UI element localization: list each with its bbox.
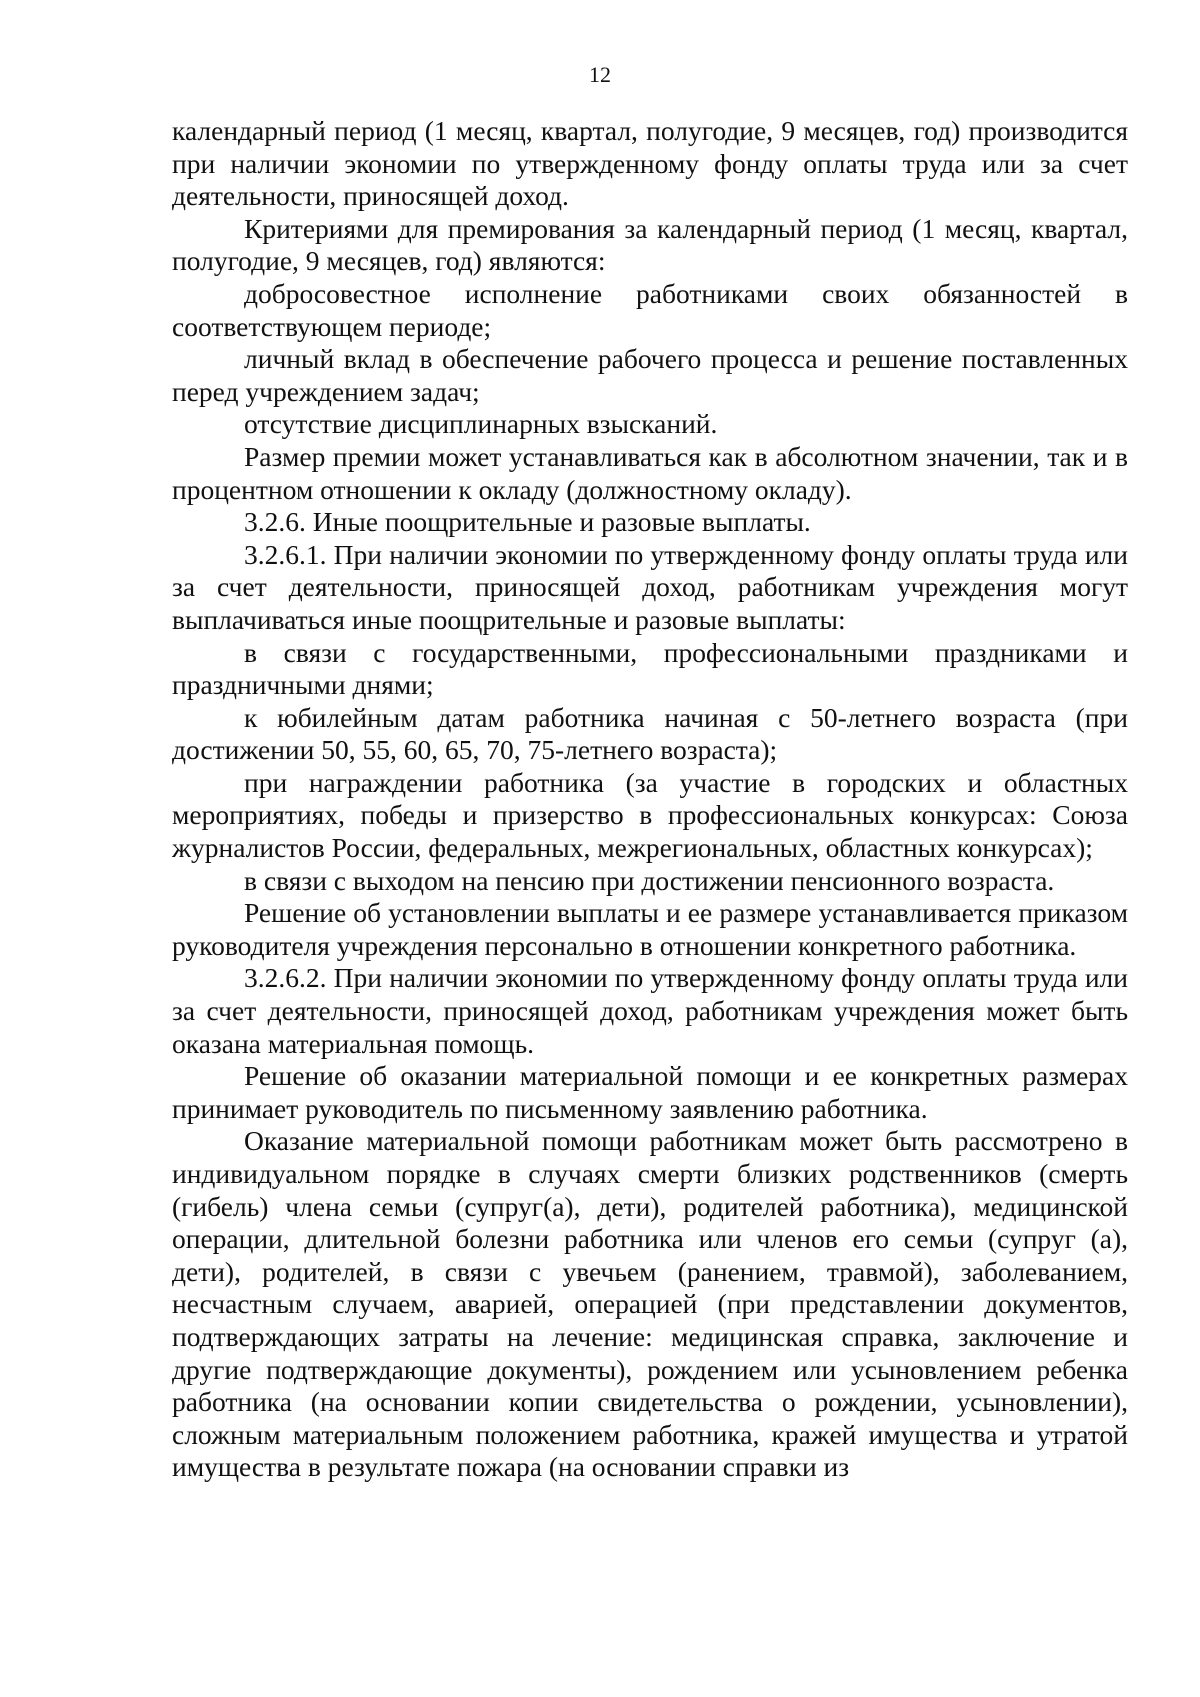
paragraph-6: Размер премии может устанавливаться как в абсолютном значении, так и в процентном отношении к окладу (должностному окладу). bbox=[172, 440, 1128, 505]
paragraph-3: добросовестное исполнение работниками своих обязанностей в соответствующем периоде; bbox=[172, 277, 1128, 342]
paragraph-1: календарный период (1 месяц, квартал, полугодие, 9 месяцев, год) производится при наличии экономии по утвержденному фонду оплаты труда или за счет деятельности, приносящей доход. bbox=[172, 115, 1128, 212]
paragraph-14: 3.2.6.2. При наличии экономии по утвержденному фонду оплаты труда или за счет деятельности, приносящей доход, работникам учреждения может быть оказана материальная помощь. bbox=[172, 962, 1128, 1059]
paragraph-5: отсутствие дисциплинарных взысканий. bbox=[244, 408, 718, 440]
paragraph-13: Решение об установлении выплаты и ее размере устанавливается приказом руководителя учреждения персонально в отношении конкретного работника. bbox=[172, 897, 1128, 961]
paragraph-15: Решение об оказании материальной помощи и ее конкретных размерах принимает руководитель по письменному заявлению работника. bbox=[172, 1060, 1128, 1124]
paragraph-2: Критериями для премирования за календарный период (1 месяц, квартал, полугодие, 9 месяцев, год) являются: bbox=[172, 212, 1128, 277]
page-number: 12 bbox=[589, 62, 611, 87]
paragraph-9: в связи с государственными, профессиональными праздниками и праздничными днями; bbox=[172, 636, 1128, 701]
paragraph-10: к юбилейным датам работника начиная с 50-летнего возраста (при достижении 50, 55, 60, 65, 70, 75-летнего возраста); bbox=[172, 701, 1128, 766]
document-body bbox=[172, 115, 1128, 1484]
paragraph-8: 3.2.6.1. При наличии экономии по утвержденному фонду оплаты труда или за счет деятельности, приносящей доход, работникам учреждения могут выплачиваться иные поощрительные и разовые выплаты: bbox=[172, 538, 1128, 635]
paragraph-7: 3.2.6. Иные поощрительные и разовые выплаты. bbox=[244, 506, 811, 538]
paragraph-11: при награждении работника (за участие в городских и областных мероприятиях, победы и призерство в профессиональных конкурсах: Союза журналистов России, федеральных, межрегиональных, областных конкурсах); bbox=[172, 766, 1128, 864]
paragraph-12: в связи с выходом на пенсию при достижении пенсионного возраста. bbox=[244, 864, 1055, 896]
paragraph-16: Оказание материальной помощи работникам может быть рассмотрено в индивидуальном порядке в случаях смерти близких родственников (смерть (гибель) члена семьи (супруг(а), дети), родителей работника), медицинской операции, длительной болезни работника или членов его семьи (супруг (а), дети), родителей, в связи с увечьем (ранением, травмой), заболеванием, несчастным случаем, аварией, операцией (при представлении документов, подтверждающих затраты на лечение: медицинская справка, заключение и другие подтверждающие документы), рождением или усыновлением ребенка работника (на основании копии свидетельства о рождении, усыновлении), сложным материальным положением работника, кражей имущества и утратой имущества в результате пожара (на основании справки из bbox=[172, 1125, 1128, 1483]
paragraph-4: личный вклад в обеспечение рабочего процесса и решение поставленных перед учреждением задач; bbox=[172, 343, 1128, 407]
